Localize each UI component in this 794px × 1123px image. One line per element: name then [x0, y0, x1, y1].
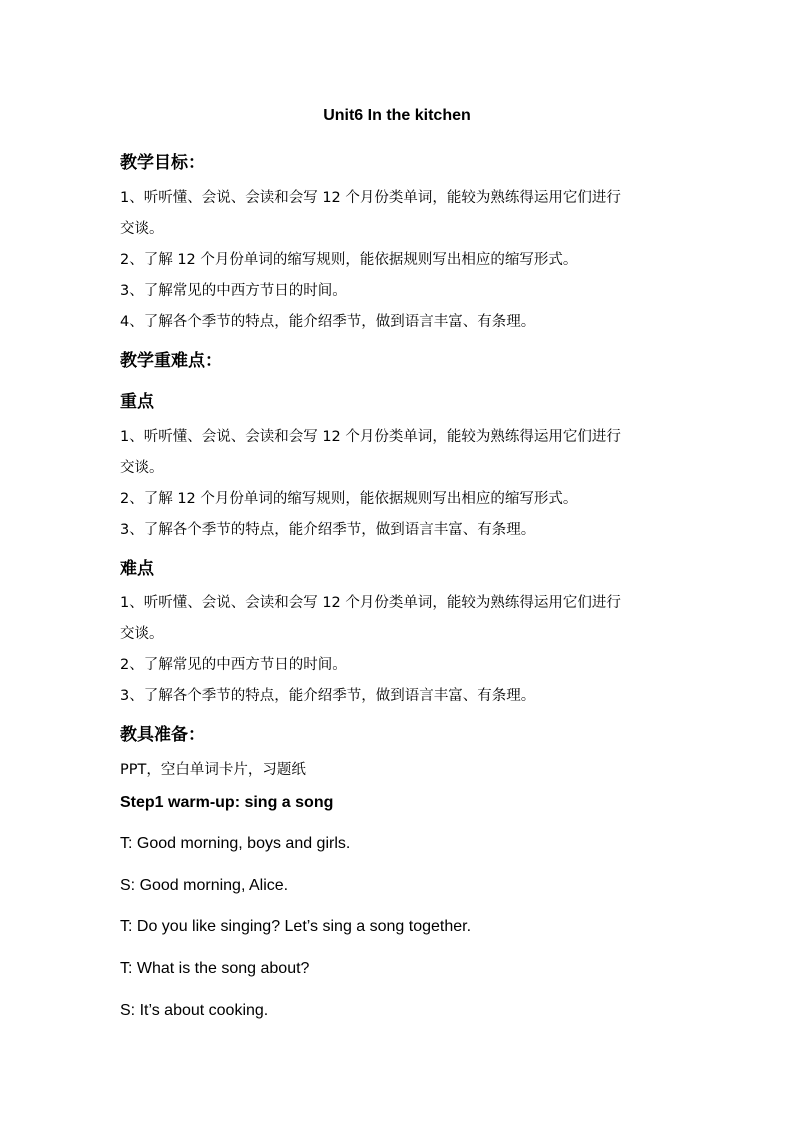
- key-point-item: 3、了解各个季节的特点，能介绍季节，做到语言丰富、有条理。: [120, 522, 536, 538]
- key-points-label: 重点: [120, 392, 154, 412]
- dialogue-line: S: It’s about cooking.: [120, 1002, 269, 1019]
- objective-item: 3、了解常见的中西方节日的时间。: [120, 283, 347, 299]
- key-point-item: 交谈。: [120, 460, 164, 476]
- difficult-point-item: 3、了解各个季节的特点，能介绍季节，做到语言丰富、有条理。: [120, 688, 536, 704]
- key-point-item: 1、听听懂、会说、会读和会写 12 个月份类单词，能较为熟练得运用它们进行: [120, 429, 621, 445]
- step1-heading: Step1 warm-up: sing a song: [120, 794, 334, 811]
- dialogue-line: T: What is the song about?: [120, 960, 310, 977]
- dialogue-line: S: Good morning, Alice.: [120, 877, 289, 894]
- materials-text: PPT，空白单词卡片，习题纸: [120, 762, 306, 778]
- objectives-heading: 教学目标：: [120, 153, 205, 173]
- key-point-item: 2、了解 12 个月份单词的缩写规则，能依据规则写出相应的缩写形式。: [120, 491, 578, 507]
- page-title: Unit6 In the kitchen: [323, 107, 471, 124]
- difficult-point-item: 交谈。: [120, 626, 164, 642]
- objective-item: 4、了解各个季节的特点，能介绍季节，做到语言丰富、有条理。: [120, 314, 536, 330]
- dialogue-line: T: Do you like singing? Let’s sing a song together.: [120, 918, 472, 935]
- dialogue-line: T: Good morning, boys and girls.: [120, 835, 351, 852]
- difficult-point-item: 2、了解常见的中西方节日的时间。: [120, 657, 347, 673]
- objective-item: 1、听听懂、会说、会读和会写 12 个月份类单词，能较为熟练得运用它们进行: [120, 190, 621, 206]
- difficult-points-label: 难点: [120, 559, 154, 579]
- objective-item: 交谈。: [120, 221, 164, 237]
- difficult-point-item: 1、听听懂、会说、会读和会写 12 个月份类单词，能较为熟练得运用它们进行: [120, 595, 621, 611]
- key-difficult-heading: 教学重难点：: [120, 351, 222, 371]
- materials-heading: 教具准备：: [120, 725, 205, 745]
- objective-item: 2、了解 12 个月份单词的缩写规则，能依据规则写出相应的缩写形式。: [120, 252, 578, 268]
